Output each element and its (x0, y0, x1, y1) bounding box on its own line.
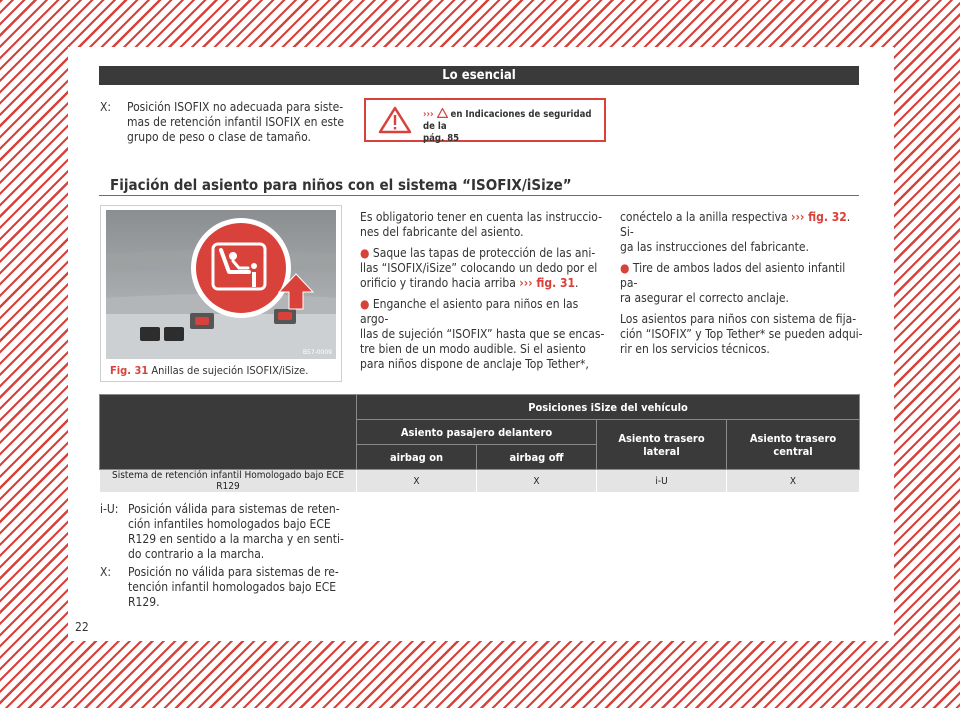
page-header: Lo esencial (99, 66, 859, 85)
table-corner-cell (100, 395, 357, 470)
cell-rear-center: X (727, 470, 860, 493)
cell-rear-side: i-U (597, 470, 727, 493)
def-term-x: X: (100, 565, 112, 579)
warning-box (364, 98, 606, 142)
small-warning-icon (437, 108, 448, 118)
top-def-desc: Posición ISOFIX no adecuada para siste- mas de retención infantil ISOFIX en este grupo de peso o clase de tamaño. (127, 100, 345, 144)
warning-arrows: ››› (423, 109, 434, 120)
step-remove-caps: Saque las tapas de protección de las ani- llas “ISOFIX/iSize” colocando un dedo por el orificio y tirando hacia arriba (360, 246, 598, 290)
figure-label: Fig. 31 (110, 364, 149, 377)
top-def-term: X: (100, 100, 112, 114)
figure-caption: Anillas de sujeción ISOFIX/iSize. (151, 364, 309, 377)
row-label: Sistema de retención infantil Homologado bajo ECE R129 (100, 470, 357, 493)
continue-text: conéctelo a la anilla respectiva (620, 210, 788, 224)
intro-paragraph: Es obligatorio tener en cuenta las instruccio- nes del fabricante del asiento. (360, 210, 603, 239)
availability-paragraph: Los asientos para niños con sistema de fija- ción “ISOFIX” y Top Tether* se pueden adqui- rir en los servicios técnicos. (620, 312, 863, 356)
figure-31 (100, 205, 342, 382)
text-column-1: Es obligatorio tener en cuenta las instruccio- nes del fabricante del asiento. ● Saque las tapas de protección de las ani- llas “ISOFIX/iSize” colocando un dedo por el orificio y tirando hacia arriba ››› fig. 31. ● Enganche el asiento para niños en las argo- llas de sujeción “ISOFIX” hasta que se encas- tre bien de un modo audible. Si el asiento para niños dispone de anclaje Top Tether*, (360, 210, 605, 371)
header-rear-side: Asiento trasero lateral (597, 420, 727, 470)
isize-positions-table (99, 394, 860, 493)
figure-code: B57-0009 (302, 349, 332, 356)
fig32-link[interactable]: ››› fig. 32 (791, 210, 847, 224)
table-row (100, 470, 860, 493)
def-term-iu: i-U: (100, 502, 119, 516)
cell-front-airbag-off: X (477, 470, 597, 493)
warning-triangle-icon (378, 106, 412, 134)
header-airbag-off: airbag off (477, 445, 597, 470)
step-pull-seat: Tire de ambos lados del asiento infantil pa- ra asegurar el correcto anclaje. (620, 261, 846, 305)
header-front-seat: Asiento pasajero delantero (357, 420, 597, 445)
bullet-icon: ● (620, 261, 630, 275)
seat-photo (106, 210, 336, 359)
bullet-icon: ● (360, 297, 370, 311)
text-column-2: conéctelo a la anilla respectiva ››› fig. 32. Si- ga las instrucciones del fabricante. ● Tire de ambos lados del asiento infantil pa- ra asegurar el correcto anclaje. Los asientos para niños con sistema de fija- ción “ISOFIX” y Top Tether* se pueden adqui- rir en los servicios técnicos. (620, 210, 865, 363)
cell-front-airbag-on: X (357, 470, 477, 493)
fig31-link[interactable]: ››› fig. 31 (519, 276, 575, 290)
page-number: 22 (75, 620, 89, 634)
bullet-icon: ● (360, 246, 370, 260)
header-airbag-on: airbag on (357, 445, 477, 470)
table-header-main: Posiciones iSize del vehículo (357, 395, 860, 420)
def-desc-x: Posición no válida para sistemas de re- tención infantil homologados bajo ECE R129. (128, 565, 339, 609)
def-desc-iu: Posición válida para sistemas de reten- ción infantiles homologados bajo ECE R129 en sentido a la marcha y en senti- do contrario a la marcha. (128, 502, 344, 561)
step-hook-seat: Enganche el asiento para niños en las argo- llas de sujeción “ISOFIX” hasta que se encas- tre bien de un modo audible. Si el asiento para niños dispone de anclaje Top Tether*, (360, 297, 605, 371)
section-title: Fijación del asiento para niños con el sistema “ISOFIX/iSize” (110, 176, 572, 194)
header-rear-center: Asiento trasero central (727, 420, 860, 470)
section-divider (99, 195, 859, 196)
warning-link-text[interactable]: en Indicaciones de seguridad de la pág. 85 (423, 109, 592, 144)
